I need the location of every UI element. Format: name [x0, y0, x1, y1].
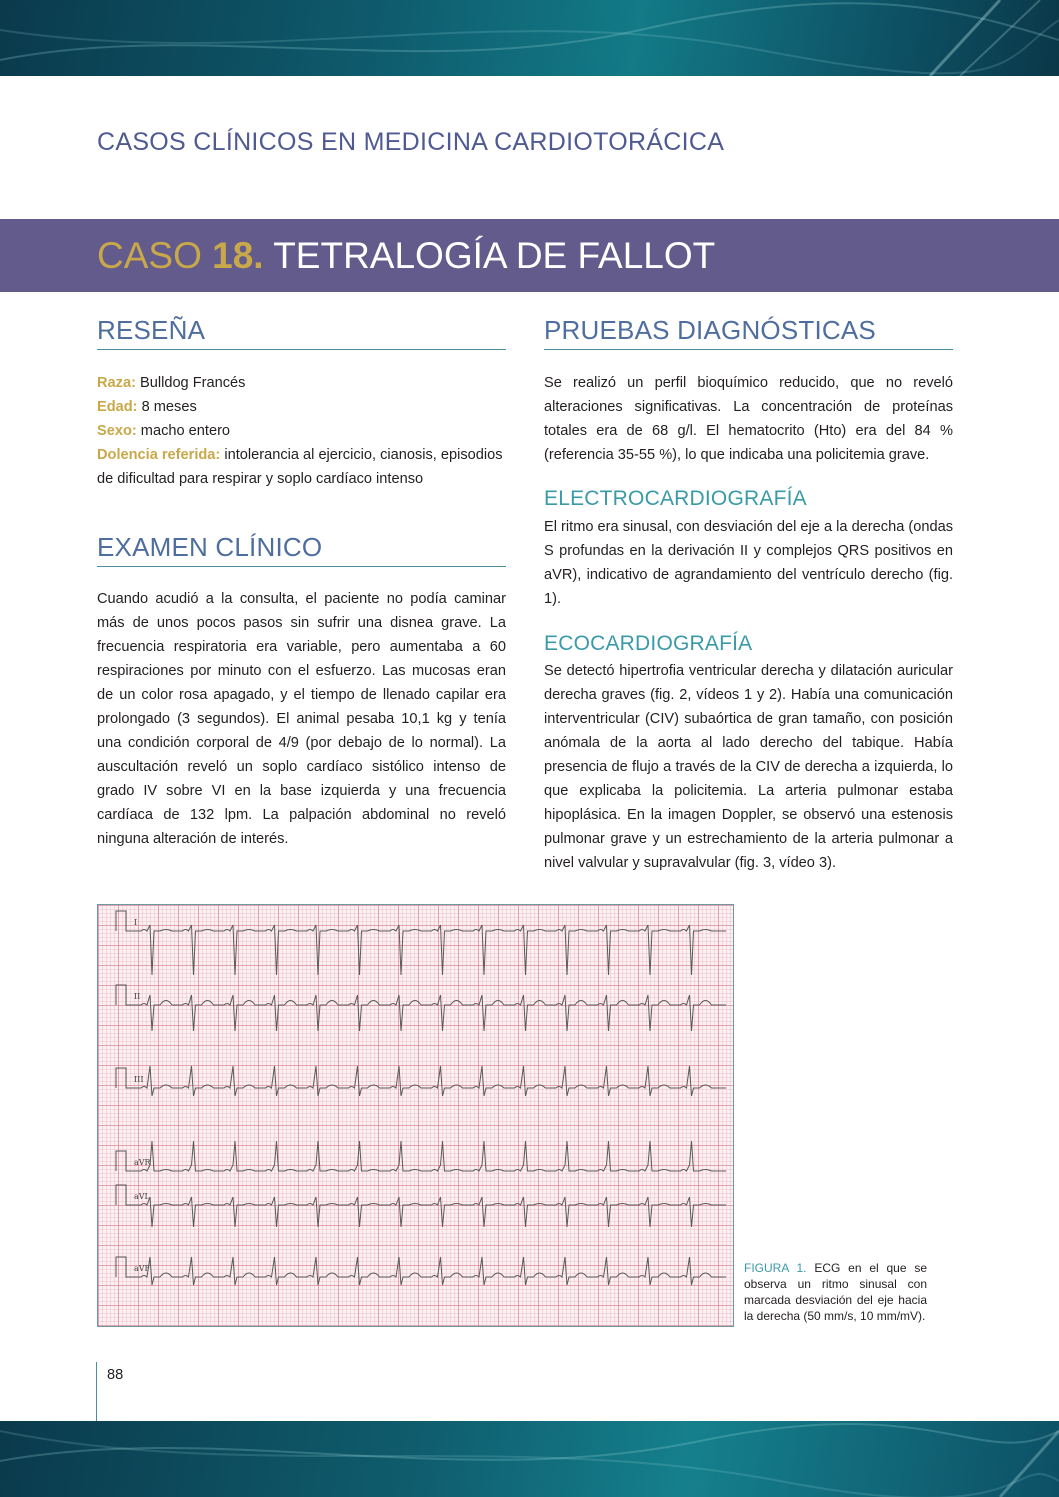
electro-heading: ELECTROCARDIOGRAFÍA: [544, 487, 807, 510]
electro-text: El ritmo era sinusal, con desviación del eje a la derecha (ondas S profundas en la derivación II y complejos QRS positivos en aVR), indicativo de agrandamiento del ventrículo derecho (fig. 1).: [544, 519, 953, 607]
field-value: Bulldog Francés: [135, 375, 246, 391]
calibration-pulse: [116, 985, 132, 1005]
ecg-lead-trace: [132, 925, 726, 975]
field-label: Raza:: [97, 375, 136, 391]
series-title: CASOS CLÍNICOS EN MEDICINA CARDIOTORÁCICA: [97, 128, 725, 156]
calibration-pulse: [116, 1151, 132, 1171]
ecg-lead-trace: [132, 1141, 726, 1171]
calibration-pulse: [116, 1185, 132, 1205]
case-word: CASO: [97, 235, 202, 276]
field-label: Dolencia referida:: [97, 447, 221, 463]
lead-label: III: [134, 1075, 144, 1084]
pruebas-rule: [544, 349, 953, 350]
lead-label: aVF: [134, 1264, 151, 1273]
figure-caption: [744, 1260, 927, 1324]
field-label: Sexo:: [97, 423, 137, 439]
ecg-lead-trace: [132, 995, 726, 1031]
pruebas-text: Se realizó un perfil bioquímico reducido, que no reveló alteraciones significativas. La concentración de proteínas totales era de 68 g/l. El hematocrito (Hto) era del 84 % (referencia 35-55 %), lo que indicaba una policitemia grave.: [544, 375, 953, 463]
eco-text: Se detectó hipertrofia ventricular derecha y dilatación auricular derecha graves (fig. 2, vídeos 1 y 2). Había una comunicación interventricular (CIV) subaórtica de gran tamaño, con posición anómala de la aorta al lado derecho del tabique. Había presencia de flujo a través de la CIV de derecha a izquierda, lo que explicaba la policitemia. La arteria pulmonar estaba hipoplásica. En la imagen Doppler, se observó una estenosis pulmonar grave y un estrechamiento de la arteria pulmonar a nivel valvular y supravalvular (fig. 3, vídeo 3).: [544, 663, 953, 871]
calibration-pulse: [116, 1068, 132, 1088]
case-title-banner: [0, 219, 1059, 292]
field-raza: [97, 371, 506, 395]
ecg-lead-trace: [132, 1197, 726, 1227]
examen-text: Cuando acudió a la consulta, el paciente no podía caminar más de unos pocos pasos sin sufrir una disnea grave. La frecuencia respiratoria era variable, pero aumentaba a 60 respiraciones por minuto con el esfuerzo. Las mucosas eran de un color rosa apagado, y el tiempo de llenado capilar era prolongado (3 segundos). El animal pesaba 10,1 kg y tenía una condición corporal de 4/9 (por debajo de lo normal). La auscultación reveló un soplo cardíaco sistólico intenso de grado IV sobre VI en la base izquierda y una frecuencia cardíaca de 132 lpm. La palpación abdominal no reveló ninguna alteración de interés.: [97, 591, 506, 847]
field-dolencia: [97, 443, 506, 491]
eco-heading: ECOCARDIOGRAFÍA: [544, 632, 753, 655]
ecg-tracing: [98, 905, 733, 1326]
lead-label: aVL: [134, 1192, 150, 1201]
field-value: macho entero: [136, 423, 231, 439]
ecg-lead-trace: [132, 1066, 726, 1096]
ecg-figure: [97, 904, 734, 1327]
bottom-decorative-band: [0, 1421, 1059, 1497]
lead-label: aVR: [134, 1158, 151, 1167]
caption-label: FIGURA 1.: [744, 1261, 807, 1275]
examen-heading: EXAMEN CLÍNICO: [97, 532, 323, 562]
case-title: [97, 235, 715, 277]
calibration-pulse: [116, 911, 132, 931]
case-number: 18.: [212, 235, 264, 276]
page-number: 88: [107, 1367, 124, 1383]
field-label: Edad:: [97, 399, 138, 415]
page-number-rule: [96, 1362, 97, 1421]
field-value: 8 meses: [137, 399, 197, 415]
resena-rule: [97, 349, 506, 350]
lead-label: I: [134, 918, 138, 927]
ecg-lead-trace: [132, 1257, 726, 1285]
pruebas-heading: PRUEBAS DIAGNÓSTICAS: [544, 315, 876, 345]
examen-rule: [97, 566, 506, 567]
lead-label: II: [134, 992, 141, 1001]
field-value: intolerancia al ejercicio, cianosis, episodios de dificultad para respirar y soplo cardíaco intenso: [97, 447, 503, 487]
caption-text: ECG en el que se observa un ritmo sinusal con marcada desviación del eje hacia la derecha (50 mm/s, 10 mm/mV).: [744, 1261, 928, 1323]
field-edad: [97, 395, 506, 419]
case-name: TETRALOGÍA DE FALLOT: [273, 235, 716, 276]
field-sexo: [97, 419, 506, 443]
calibration-pulse: [116, 1257, 132, 1277]
top-decorative-band: [0, 0, 1059, 76]
resena-heading: RESEÑA: [97, 315, 206, 345]
